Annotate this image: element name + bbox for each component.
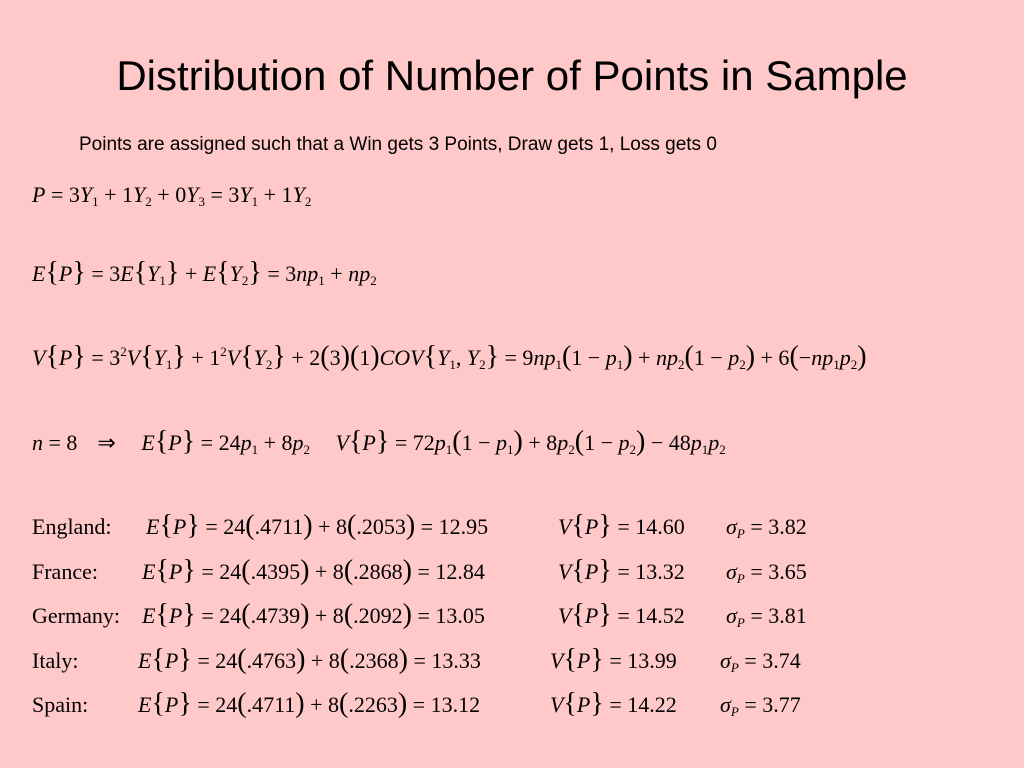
- country-name: France:: [32, 559, 98, 584]
- variance-equation: V{P} = 14.52: [558, 599, 685, 630]
- variance-equation: $V\{P\} = 3^2V\{Y_1\} + 1^2V\{Y_2\} + 2(3)(1)COV\{Y_1$, $Y_2\} = 9np_1(1 - p_1) + np_2(1 - p_2) + 6(-np_1p_2)$: [32, 341, 867, 372]
- p1-value: .4711: [246, 692, 296, 717]
- mean-equation: E{P} = 24(.4711) + 8(.2053) = 12.95: [146, 510, 489, 541]
- country-name: Spain:: [32, 692, 89, 717]
- slide-subtitle: Points are assigned such that a Win gets 3 Points, Draw gets 1, Loss gets 0: [79, 134, 717, 155]
- sd-equation: $\sigma_P = 3.77$: [720, 692, 801, 719]
- implies-symbol: ⇒: [97, 430, 116, 455]
- sd-equation: $\sigma_P = 3.82$: [726, 514, 807, 541]
- variance-equation: V{P} = 13.99: [550, 644, 677, 675]
- p2-value: .2263: [348, 692, 398, 717]
- country-row: [32, 646, 932, 676]
- mean-equation: E{P} = 24(.4763) + 8(.2368) = 13.33: [138, 644, 481, 675]
- variance-value: 13.32: [635, 559, 685, 584]
- p2-value: .2053: [356, 514, 406, 539]
- variance-equation: V{P} = 13.32: [558, 555, 685, 586]
- p2-value: .2092: [353, 603, 403, 628]
- slide-title: Distribution of Number of Points in Sample: [116, 52, 908, 99]
- variance-equation: V{P} = 14.60: [558, 510, 685, 541]
- country-name: England:: [32, 514, 112, 539]
- sd-value: 3.82: [768, 514, 807, 539]
- variance-equation: V{P} = 14.22: [550, 688, 677, 719]
- country-name: Germany:: [32, 603, 120, 628]
- sd-equation: $\sigma_P = 3.81$: [726, 603, 807, 630]
- sd-value: 3.65: [768, 559, 807, 584]
- p1-value: .4763: [246, 648, 297, 673]
- mean-value: 12.84: [435, 559, 485, 584]
- sd-value: 3.74: [762, 648, 801, 673]
- country-row: [32, 601, 932, 631]
- variance-value: 14.60: [635, 514, 685, 539]
- country-row: [32, 512, 932, 542]
- p2-value: .2868: [353, 559, 403, 584]
- p1-value: .4711: [254, 514, 304, 539]
- mean-equation: E{P} = 24(.4711) + 8(.2263) = 13.12: [138, 688, 481, 719]
- variance-value: 14.22: [627, 692, 677, 717]
- sd-value: 3.81: [768, 603, 807, 628]
- country-row: [32, 557, 932, 587]
- mean-value: 13.33: [431, 648, 481, 673]
- p2-value: .2368: [349, 648, 399, 673]
- mean-value: 13.05: [435, 603, 485, 628]
- points-definition-equation: $P = 3Y_1 + 1Y_2 + 0Y_3 = 3Y_1 + 1Y_2$: [32, 182, 312, 209]
- sd-equation: $\sigma_P = 3.65$: [726, 559, 807, 586]
- n-equals-8-equations: n = 8 ⇒ $E\{P\} = 24p_1 + 8p_2$ $V\{P\} = 72p_1(1 - p_1) + 8p_2(1 - p_2) - 48p_1p_2$: [32, 426, 726, 457]
- p1-value: .4395: [250, 559, 301, 584]
- expectation-equation: $E\{P\} = 3E\{Y_1\} + E\{Y_2\} = 3np_1 + np_2$: [32, 257, 377, 288]
- sd-equation: $\sigma_P = 3.74$: [720, 648, 801, 675]
- mean-equation: E{P} = 24(.4739) + 8(.2092) = 13.05: [142, 599, 485, 630]
- p1-value: .4739: [250, 603, 301, 628]
- sd-value: 3.77: [762, 692, 801, 717]
- country-row: [32, 690, 932, 720]
- mean-value: 12.95: [438, 514, 489, 539]
- mean-value: 13.12: [430, 692, 481, 717]
- variance-value: 13.99: [627, 648, 677, 673]
- country-name: Italy:: [32, 648, 79, 673]
- variance-value: 14.52: [635, 603, 685, 628]
- mean-equation: E{P} = 24(.4395) + 8(.2868) = 12.84: [142, 555, 485, 586]
